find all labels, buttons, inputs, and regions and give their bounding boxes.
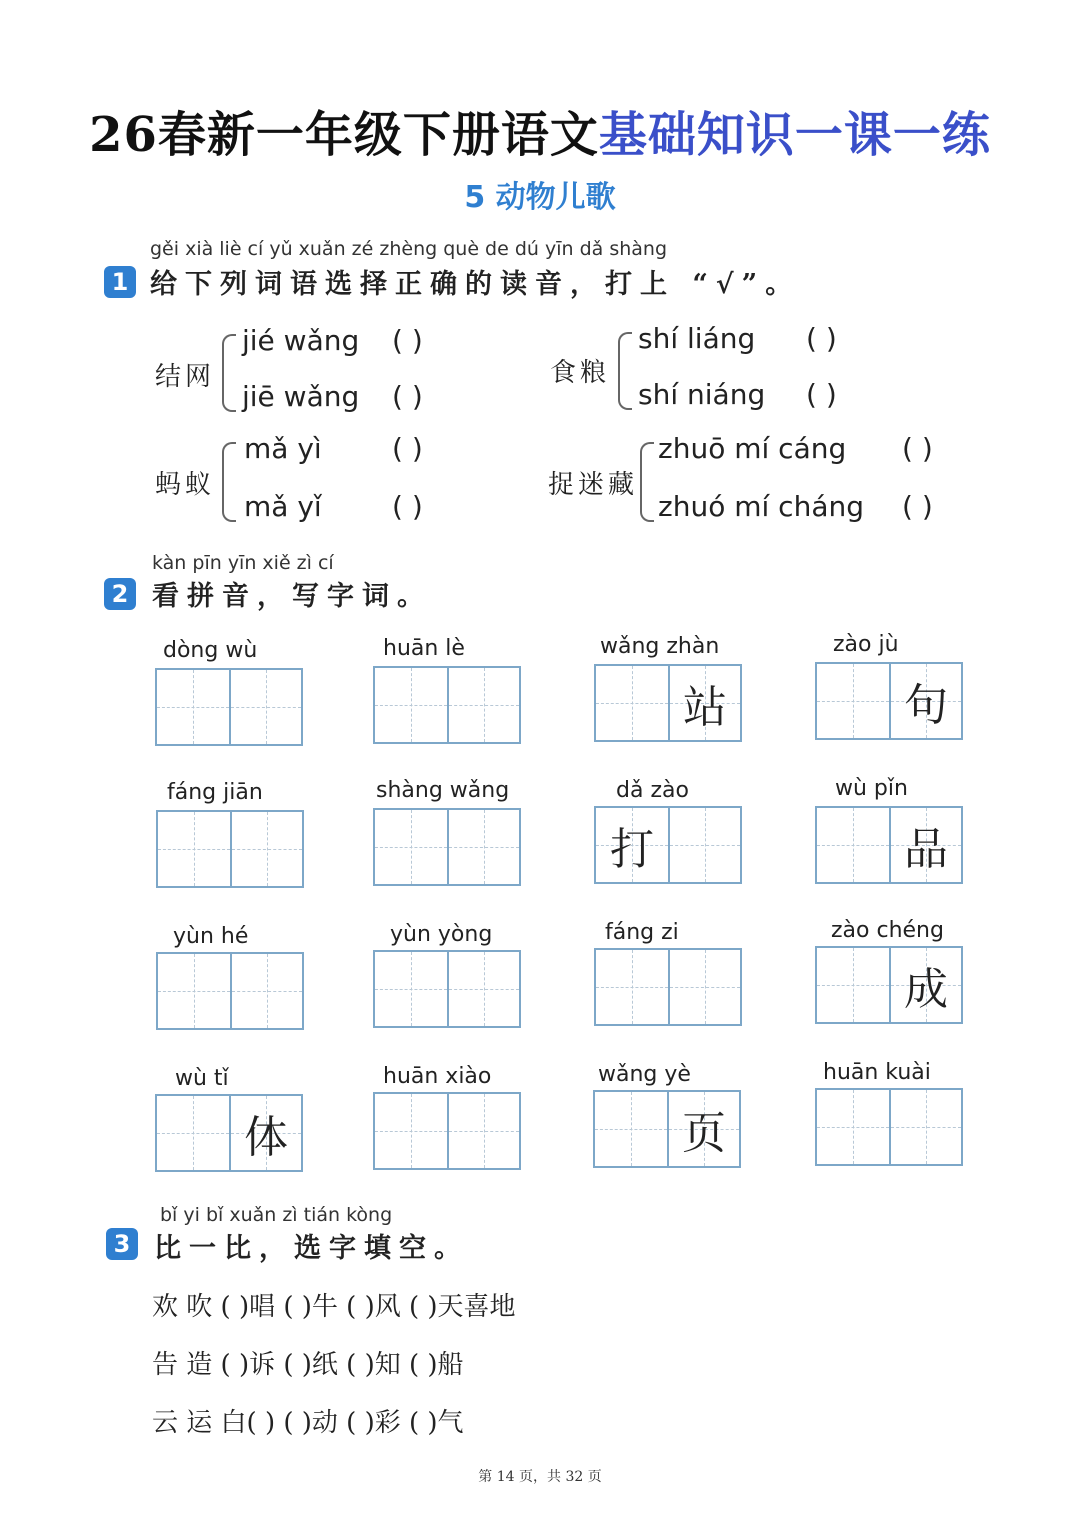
- grid-char: [817, 1090, 889, 1164]
- q2-pinyin-2: huān lè: [383, 636, 465, 661]
- grid-char: [375, 810, 447, 884]
- writing-grid-8[interactable]: [815, 806, 963, 884]
- grid-char: [817, 664, 889, 738]
- writing-grid-12[interactable]: [815, 946, 963, 1024]
- grid-char: 打: [610, 824, 654, 875]
- q1-answer-3a[interactable]: ( ): [392, 432, 423, 465]
- writing-grid-1[interactable]: [155, 668, 303, 746]
- q1-answer-4a[interactable]: ( ): [902, 432, 933, 465]
- grid-char: [670, 808, 740, 882]
- writing-grid-6[interactable]: [373, 808, 521, 886]
- q2-pinyin-5: fáng jiān: [167, 780, 263, 805]
- lesson-subtitle: 5 动物儿歌: [464, 180, 616, 215]
- brace: [640, 442, 654, 522]
- q2-pinyin-4: zào jù: [833, 632, 899, 657]
- grid-char: [375, 668, 447, 742]
- q1-option-3a: mǎ yì: [244, 432, 322, 465]
- grid-char: [157, 670, 229, 744]
- writing-grid-11[interactable]: [594, 948, 742, 1026]
- writing-grid-5[interactable]: [156, 810, 304, 888]
- grid-char: [232, 812, 302, 886]
- writing-grid-4[interactable]: [815, 662, 963, 740]
- q2-pinyin: kàn pīn yīn xiě zì cí: [152, 552, 334, 574]
- grid-char: 品: [904, 824, 948, 875]
- brace: [222, 334, 236, 412]
- grid-char: [158, 812, 230, 886]
- q1-word-3: 蚂蚁: [155, 470, 216, 500]
- q1-word-2: 食粮: [550, 358, 611, 388]
- q3-row-2[interactable]: 告 造 ( )诉 ( )纸 ( )知 ( )船: [152, 1350, 464, 1380]
- q1-option-4a: zhuō mí cáng: [658, 432, 847, 465]
- grid-char: [158, 954, 230, 1028]
- q2-pinyin-3: wǎng zhàn: [600, 634, 720, 659]
- q2-pinyin-13: wù tǐ: [175, 1066, 229, 1091]
- q1-answer-3b[interactable]: ( ): [392, 490, 423, 523]
- q2-pinyin-7: dǎ zào: [616, 778, 689, 803]
- q1-option-2a: shí liáng: [638, 322, 756, 355]
- brace: [618, 332, 632, 410]
- q1-answer-1b[interactable]: ( ): [392, 380, 423, 413]
- grid-char: [231, 670, 301, 744]
- q1-option-4b: zhuó mí cháng: [658, 490, 864, 523]
- grid-char: [596, 666, 668, 740]
- brace: [222, 442, 236, 522]
- writing-grid-7[interactable]: [594, 806, 742, 884]
- grid-char: [817, 808, 889, 882]
- q1-option-1a: jié wǎng: [242, 324, 360, 357]
- writing-grid-16[interactable]: [815, 1088, 963, 1166]
- q2-pinyin-12: zào chéng: [831, 918, 944, 943]
- grid-char: 站: [683, 682, 727, 733]
- grid-char: [596, 950, 668, 1024]
- q2-pinyin-15: wǎng yè: [598, 1062, 691, 1087]
- page-title: [0, 96, 1080, 165]
- q2-pinyin-6: shàng wǎng: [376, 778, 510, 803]
- q1-answer-1a[interactable]: ( ): [392, 324, 423, 357]
- q3-pinyin: bǐ yi bǐ xuǎn zì tián kòng: [160, 1204, 393, 1226]
- writing-grid-3[interactable]: [594, 664, 742, 742]
- q1-option-2b: shí niáng: [638, 378, 766, 411]
- grid-char: [232, 954, 302, 1028]
- grid-char: 成: [904, 964, 948, 1015]
- q1-option-3b: mǎ yǐ: [244, 490, 322, 523]
- q2-pinyin-8: wù pǐn: [835, 776, 908, 801]
- grid-char: [449, 1094, 519, 1168]
- q1-pinyin: gěi xià liè cí yǔ xuǎn zé zhèng què de dú yīn dǎ shàng: [150, 238, 668, 260]
- q3-row-3[interactable]: 云 运 白( ) ( )动 ( )彩 ( )气: [152, 1408, 464, 1438]
- q2-number-badge: 2: [104, 578, 136, 610]
- writing-grid-13[interactable]: [155, 1094, 303, 1172]
- q1-word-1: 结网: [155, 362, 216, 392]
- q2-pinyin-9: yùn hé: [173, 924, 249, 949]
- writing-grid-9[interactable]: [156, 952, 304, 1030]
- grid-char: [891, 1090, 961, 1164]
- writing-grid-14[interactable]: [373, 1092, 521, 1170]
- q1-answer-4b[interactable]: ( ): [902, 490, 933, 523]
- q2-pinyin-14: huān xiào: [383, 1064, 492, 1089]
- grid-char: [670, 950, 740, 1024]
- title-part-2: 基础知识一课一练: [598, 107, 991, 163]
- q1-instruction: 给下列词语选择正确的读音，打上 “√”。: [150, 269, 801, 300]
- grid-char: [817, 948, 889, 1022]
- grid-char: [157, 1096, 229, 1170]
- q2-instruction: 看拼音，写字词。: [152, 581, 432, 612]
- q1-answer-2a[interactable]: ( ): [806, 322, 837, 355]
- grid-char: [375, 952, 447, 1026]
- q1-word-4: 捉迷藏: [548, 470, 639, 500]
- writing-grid-2[interactable]: [373, 666, 521, 744]
- grid-char: [449, 952, 519, 1026]
- grid-char: 体: [244, 1112, 288, 1163]
- q1-answer-2b[interactable]: ( ): [806, 378, 837, 411]
- title-part-1: 26春新一年级下册语文: [89, 107, 599, 163]
- writing-grid-15[interactable]: [593, 1090, 741, 1168]
- q3-number-badge: 3: [106, 1228, 138, 1260]
- q2-pinyin-10: yùn yòng: [390, 922, 493, 947]
- grid-char: [449, 668, 519, 742]
- q2-pinyin-1: dòng wù: [163, 638, 258, 663]
- q2-pinyin-11: fáng zi: [605, 920, 679, 945]
- page-footer: 第 14 页，共 32 页: [478, 1469, 602, 1485]
- q2-pinyin-16: huān kuài: [823, 1060, 931, 1085]
- q3-row-1[interactable]: 欢 吹 ( )唱 ( )牛 ( )风 ( )天喜地: [152, 1292, 516, 1322]
- q1-number-badge: 1: [104, 266, 136, 298]
- grid-char: [595, 1092, 667, 1166]
- grid-char: [449, 810, 519, 884]
- grid-char: 句: [904, 680, 948, 731]
- grid-char: [375, 1094, 447, 1168]
- q3-instruction: 比一比，选字填空。: [154, 1233, 469, 1264]
- grid-char: 页: [682, 1108, 726, 1159]
- writing-grid-10[interactable]: [373, 950, 521, 1028]
- q1-option-1b: jiē wǎng: [242, 380, 360, 413]
